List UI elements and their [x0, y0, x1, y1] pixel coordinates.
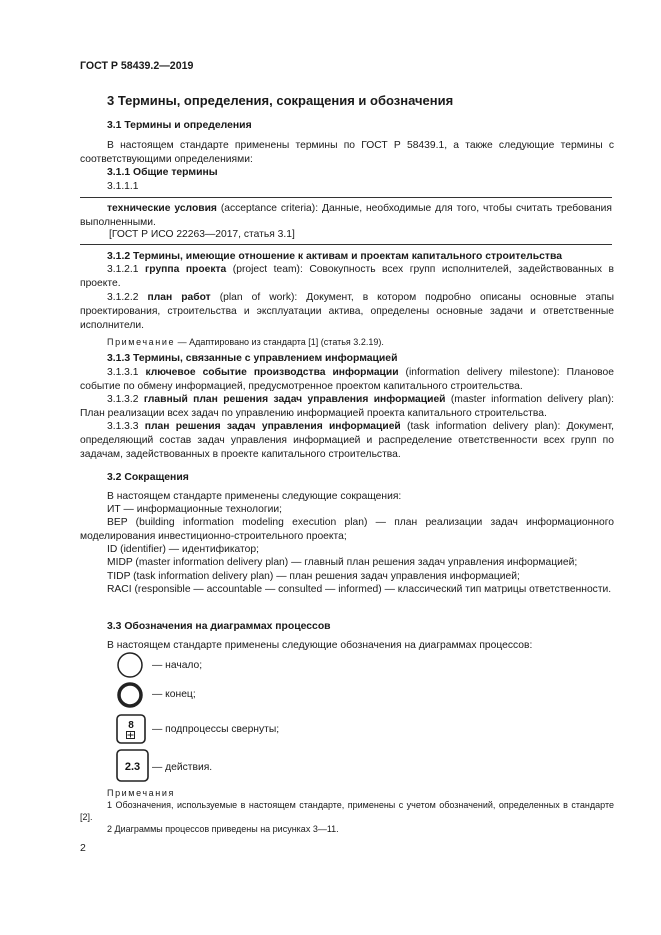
clause-number-3-1-1-1: 3.1.1.1: [107, 181, 139, 192]
abbreviation-item: ID (identifier) — идентификатор;: [107, 544, 259, 555]
note-item: 2 Диаграммы процессов приведены на рисунках 3—11.: [107, 824, 339, 834]
paragraph-3-2-intro: В настоящем стандарте применены следующие сокращения:: [107, 491, 402, 502]
note-label: Примечание: [107, 337, 176, 347]
end-event-icon: [115, 680, 145, 710]
section-title: 3 Термины, определения, сокращения и обозначения: [107, 93, 454, 108]
legend-label-activity: — действия.: [152, 762, 213, 773]
note-text: — Адаптировано из стандарта [1] (статья 3.2.19).: [175, 337, 384, 347]
subsection-title-3-2: 3.2 Сокращения: [107, 472, 189, 483]
term-name: план решения задач управления информацией: [144, 421, 401, 432]
abbreviation-item: ИТ — информационные технологии;: [107, 504, 283, 515]
clause-3-1-3-2: [80, 393, 614, 421]
clause-number: 3.1.2.2: [107, 292, 148, 303]
clause-number: 3.1.3.1: [107, 367, 146, 378]
clause-number: 3.1.2.1: [107, 264, 145, 275]
legend-label-start: — начало;: [152, 660, 203, 671]
term-text: (information delivery milestone): Плановое событие по обмену информацией, предусмотренное проектом капитального строительства.: [80, 367, 614, 392]
activity-number: 2.3: [124, 761, 141, 773]
subsection-title-3-1: 3.1 Термины и определения: [107, 120, 252, 131]
subsection-title-3-1-3: 3.1.3 Термины, связанные с управлением информацией: [107, 353, 398, 364]
term-text: (project team): Совокупность всех групп исполнителей, задействованных в проекте.: [80, 264, 614, 289]
subsection-title-3-1-2: 3.1.2 Термины, имеющие отношение к активам и проектам капитального строительства: [107, 251, 562, 262]
term-text: (task information delivery plan): Документ, определяющий состав задач управления информацией и распределение ответственности всех групп по задачам, задействованных в проекте капитального строительства.: [80, 421, 614, 460]
start-event-icon: [115, 650, 145, 680]
abbreviation-item: MIDP (master information delivery plan) — главный план решения задач управления информацией;: [107, 557, 578, 568]
clause-number: 3.1.3.3: [107, 421, 145, 432]
note-3-1-2-2: [80, 336, 614, 348]
abbreviation-item: RACI (responsible — accountable — consulted — informed) — классический тип матрицы ответственности.: [107, 584, 612, 595]
clause-number: 3.1.3.2: [107, 394, 144, 405]
document-code: ГОСТ Р 58439.2—2019: [80, 60, 194, 72]
abbreviation-item: TIDP (task information delivery plan) — план решения задач управления информацией;: [107, 571, 520, 582]
activity-icon: [115, 748, 151, 784]
clause-3-1-3-3: [80, 420, 614, 462]
term-name: ключевое событие производства информации: [145, 367, 399, 378]
note-item: 1 Обозначения, используемые в настоящем стандарте, применены с учетом обозначений, определенных в стандарте [2].: [80, 800, 614, 822]
term-text: (master information delivery plan): План реализации всех задач по управлению информацией проекта капитального строительства.: [80, 394, 614, 419]
term-name: группа проекта: [145, 264, 227, 275]
paragraph-3-3-intro: В настоящем стандарте применены следующие обозначения на диаграммах процессов:: [107, 640, 533, 651]
subsection-title-3-1-1: 3.1.1 Общие термины: [107, 167, 218, 178]
clause-3-1-2-1: [80, 263, 614, 291]
framed-term-definition: [80, 202, 612, 230]
subsection-title-3-3: 3.3 Обозначения на диаграммах процессов: [107, 621, 331, 632]
term-name: план работ: [147, 292, 211, 303]
clause-3-1-3-1: [80, 366, 614, 394]
term-reference: [ГОСТ Р ИСО 22263—2017, статья 3.1]: [109, 229, 295, 240]
term-name: главный план решения задач управления информацией: [143, 394, 446, 405]
legend-label-subprocess: — подпроцессы свернуты;: [152, 724, 280, 735]
notes-title: Примечания: [107, 788, 175, 798]
term-text: (plan of work): Документ, в котором подробно описаны основные этапы проектирования, строительства и эксплуатации актива, определены основные задачи и ответственные исполнители.: [80, 292, 614, 331]
subprocess-number: 8: [128, 720, 134, 731]
abbreviation-item: BEP (building information modeling execution plan) — план реализации задач информационного моделирования инвестиционно-строительного проекта;: [80, 517, 614, 542]
legend-label-end: — конец;: [152, 689, 196, 700]
term-frame: [80, 197, 612, 245]
term-name: технические условия: [107, 203, 217, 214]
paragraph-3-1-intro: В настоящем стандарте применены термины по ГОСТ Р 58439.1, а также следующие термины с соответствующими определениями:: [80, 140, 614, 165]
collapsed-subprocess-icon: [115, 713, 149, 747]
clause-3-1-2-2: [80, 291, 614, 333]
page-number: 2: [80, 842, 86, 854]
term-text: (acceptance criteria): Данные, необходимые для того, чтобы считать требования выполненными.: [80, 203, 612, 228]
